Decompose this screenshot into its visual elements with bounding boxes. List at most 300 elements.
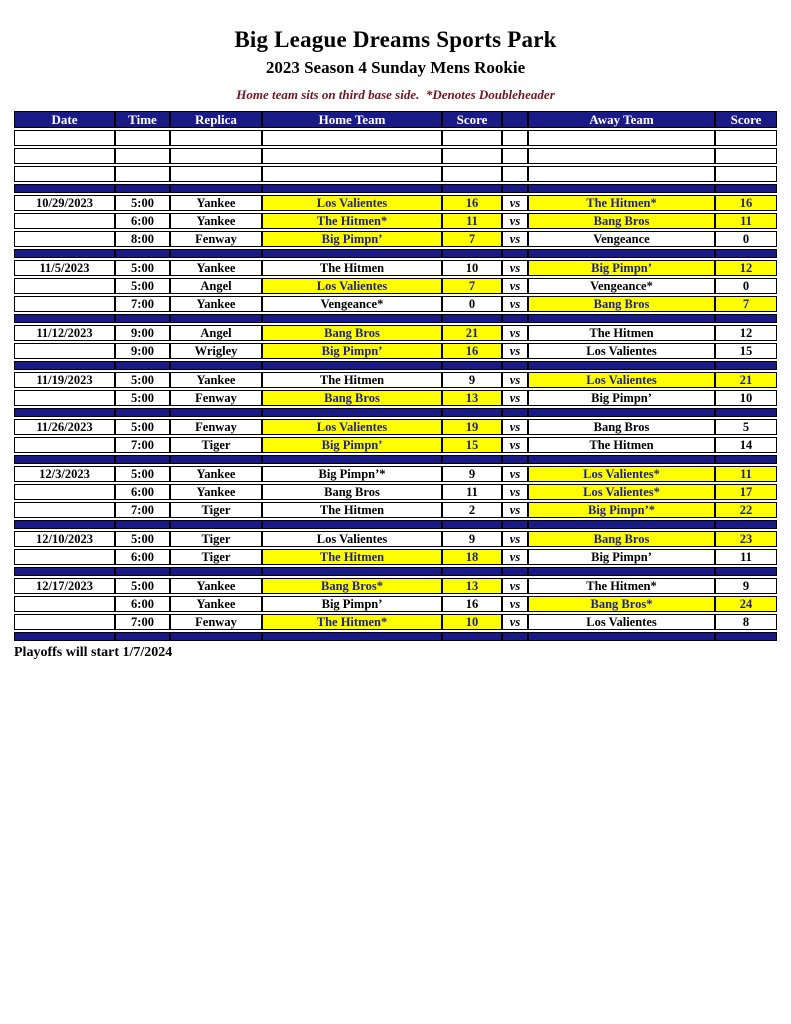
game-row: [14, 372, 777, 388]
time-cell: 7:00: [115, 296, 170, 312]
vs-label: vs: [502, 549, 528, 565]
date-cell: 12/10/2023: [14, 531, 115, 547]
vs-label: vs: [502, 596, 528, 612]
replica-cell: Fenway: [170, 231, 262, 247]
separator-cell: [715, 184, 777, 193]
game-row: [14, 296, 777, 312]
vs-label: vs: [502, 213, 528, 229]
separator-row: [14, 632, 777, 641]
home-team-note: Home team sits on third base side. *Denotes Doubleheader: [236, 87, 555, 102]
separator-cell: [115, 408, 170, 417]
away-score-cell: 0: [715, 278, 777, 294]
column-header-score: Score: [442, 111, 502, 128]
separator-cell: [262, 249, 442, 258]
separator-cell: [528, 249, 715, 258]
separator-cell: [502, 632, 528, 641]
vs-label: vs: [502, 195, 528, 211]
vs-label: vs: [502, 278, 528, 294]
separator-row: [14, 520, 777, 529]
date-cell: [14, 614, 115, 630]
separator-cell: [115, 455, 170, 464]
game-row: [14, 549, 777, 565]
away-score-cell: 24: [715, 596, 777, 612]
separator-cell: [262, 314, 442, 323]
away-score-cell: 7: [715, 296, 777, 312]
blank-cell: [502, 130, 528, 146]
home-score-cell: 7: [442, 278, 502, 294]
home-team-cell: Big Pimpn’: [262, 596, 442, 612]
home-score-cell: 9: [442, 466, 502, 482]
time-cell: 5:00: [115, 419, 170, 435]
game-row: [14, 502, 777, 518]
column-header-away-team: Away Team: [528, 111, 715, 128]
separator-cell: [528, 632, 715, 641]
separator-cell: [502, 408, 528, 417]
vs-label: vs: [502, 231, 528, 247]
blank-cell: [715, 148, 777, 164]
home-score-cell: 2: [442, 502, 502, 518]
replica-cell: Yankee: [170, 372, 262, 388]
empty-row: [14, 148, 777, 164]
separator-cell: [170, 249, 262, 258]
blank-cell: [528, 148, 715, 164]
away-team-cell: Bang Bros: [528, 213, 715, 229]
column-header-score: Score: [715, 111, 777, 128]
replica-cell: Tiger: [170, 549, 262, 565]
separator-cell: [442, 361, 502, 370]
separator-cell: [442, 632, 502, 641]
home-score-cell: 11: [442, 213, 502, 229]
vs-label: vs: [502, 390, 528, 406]
away-score-cell: 12: [715, 325, 777, 341]
away-score-cell: 23: [715, 531, 777, 547]
home-team-cell: The Hitmen*: [262, 614, 442, 630]
replica-cell: Yankee: [170, 260, 262, 276]
game-row: [14, 260, 777, 276]
playoffs-note: Playoffs will start 1/7/2024: [14, 645, 173, 660]
separator-cell: [262, 184, 442, 193]
separator-cell: [715, 249, 777, 258]
game-row: [14, 531, 777, 547]
separator-cell: [715, 520, 777, 529]
separator-cell: [170, 361, 262, 370]
page-title: Big League Dreams Sports Park: [234, 27, 557, 52]
separator-cell: [502, 249, 528, 258]
blank-cell: [170, 148, 262, 164]
separator-cell: [528, 567, 715, 576]
home-team-cell: Bang Bros: [262, 484, 442, 500]
column-header-time: Time: [115, 111, 170, 128]
game-row: [14, 390, 777, 406]
separator-cell: [115, 567, 170, 576]
date-cell: [14, 502, 115, 518]
separator-cell: [170, 455, 262, 464]
away-team-cell: Big Pimpn’: [528, 390, 715, 406]
replica-cell: Yankee: [170, 213, 262, 229]
away-team-cell: Bang Bros: [528, 531, 715, 547]
time-cell: 5:00: [115, 195, 170, 211]
home-score-cell: 18: [442, 549, 502, 565]
replica-cell: Yankee: [170, 466, 262, 482]
home-score-cell: 10: [442, 614, 502, 630]
replica-cell: Yankee: [170, 596, 262, 612]
away-score-cell: 15: [715, 343, 777, 359]
home-team-cell: Bang Bros*: [262, 578, 442, 594]
vs-label: vs: [502, 296, 528, 312]
game-row: [14, 419, 777, 435]
blank-cell: [442, 130, 502, 146]
separator-cell: [14, 361, 115, 370]
date-cell: [14, 596, 115, 612]
separator-cell: [14, 567, 115, 576]
separator-cell: [528, 361, 715, 370]
blank-cell: [115, 148, 170, 164]
separator-cell: [715, 408, 777, 417]
vs-label: vs: [502, 372, 528, 388]
separator-row: [14, 567, 777, 576]
time-cell: 6:00: [115, 549, 170, 565]
table-header-row: [14, 111, 777, 128]
separator-cell: [715, 314, 777, 323]
away-score-cell: 14: [715, 437, 777, 453]
home-team-cell: Bang Bros: [262, 325, 442, 341]
away-score-cell: 22: [715, 502, 777, 518]
game-row: [14, 614, 777, 630]
blank-cell: [14, 166, 115, 182]
home-team-cell: The Hitmen: [262, 549, 442, 565]
time-cell: 5:00: [115, 372, 170, 388]
blank-cell: [170, 130, 262, 146]
away-team-cell: Big Pimpn’*: [528, 502, 715, 518]
replica-cell: Yankee: [170, 578, 262, 594]
separator-cell: [715, 361, 777, 370]
separator-cell: [262, 520, 442, 529]
page-subtitle: 2023 Season 4 Sunday Mens Rookie: [265, 58, 526, 77]
time-cell: 5:00: [115, 278, 170, 294]
schedule-table: [14, 109, 777, 643]
date-cell: 11/5/2023: [14, 260, 115, 276]
home-team-cell: Vengeance*: [262, 296, 442, 312]
home-score-cell: 7: [442, 231, 502, 247]
separator-cell: [442, 184, 502, 193]
home-score-cell: 13: [442, 390, 502, 406]
away-score-cell: 9: [715, 578, 777, 594]
time-cell: 7:00: [115, 437, 170, 453]
column-header-vs: [502, 111, 528, 128]
away-team-cell: Los Valientes*: [528, 466, 715, 482]
home-score-cell: 9: [442, 531, 502, 547]
separator-cell: [262, 408, 442, 417]
separator-cell: [115, 249, 170, 258]
separator-cell: [115, 361, 170, 370]
separator-cell: [528, 455, 715, 464]
separator-row: [14, 314, 777, 323]
blank-cell: [442, 148, 502, 164]
vs-label: vs: [502, 260, 528, 276]
separator-cell: [442, 249, 502, 258]
separator-cell: [14, 184, 115, 193]
home-score-cell: 16: [442, 596, 502, 612]
vs-label: vs: [502, 466, 528, 482]
replica-cell: Fenway: [170, 614, 262, 630]
separator-cell: [502, 361, 528, 370]
date-cell: [14, 437, 115, 453]
time-cell: 5:00: [115, 390, 170, 406]
away-score-cell: 5: [715, 419, 777, 435]
separator-cell: [14, 314, 115, 323]
away-team-cell: The Hitmen: [528, 437, 715, 453]
game-row: [14, 484, 777, 500]
time-cell: 6:00: [115, 596, 170, 612]
date-cell: 11/19/2023: [14, 372, 115, 388]
home-score-cell: 21: [442, 325, 502, 341]
home-team-cell: Bang Bros: [262, 390, 442, 406]
away-score-cell: 10: [715, 390, 777, 406]
time-cell: 7:00: [115, 614, 170, 630]
home-team-cell: Los Valientes: [262, 531, 442, 547]
replica-cell: Angel: [170, 278, 262, 294]
empty-row: [14, 130, 777, 146]
vs-label: vs: [502, 343, 528, 359]
separator-cell: [262, 632, 442, 641]
date-cell: 12/17/2023: [14, 578, 115, 594]
column-header-home-team: Home Team: [262, 111, 442, 128]
time-cell: 6:00: [115, 213, 170, 229]
blank-cell: [14, 148, 115, 164]
date-cell: 12/3/2023: [14, 466, 115, 482]
away-team-cell: Big Pimpn’: [528, 549, 715, 565]
separator-row: [14, 408, 777, 417]
home-score-cell: 10: [442, 260, 502, 276]
away-score-cell: 8: [715, 614, 777, 630]
separator-cell: [442, 567, 502, 576]
game-row: [14, 343, 777, 359]
replica-cell: Tiger: [170, 437, 262, 453]
separator-cell: [115, 184, 170, 193]
time-cell: 9:00: [115, 325, 170, 341]
date-cell: [14, 390, 115, 406]
away-team-cell: Big Pimpn’: [528, 260, 715, 276]
vs-label: vs: [502, 325, 528, 341]
away-team-cell: Los Valientes: [528, 372, 715, 388]
separator-cell: [14, 632, 115, 641]
vs-label: vs: [502, 531, 528, 547]
date-cell: [14, 278, 115, 294]
blank-cell: [528, 130, 715, 146]
away-team-cell: The Hitmen*: [528, 578, 715, 594]
replica-cell: Yankee: [170, 296, 262, 312]
home-score-cell: 19: [442, 419, 502, 435]
separator-cell: [528, 520, 715, 529]
separator-cell: [528, 408, 715, 417]
game-row: [14, 213, 777, 229]
blank-cell: [502, 148, 528, 164]
column-header-date: Date: [14, 111, 115, 128]
separator-cell: [115, 314, 170, 323]
game-row: [14, 278, 777, 294]
home-team-cell: Big Pimpn’: [262, 437, 442, 453]
home-team-cell: Big Pimpn’: [262, 343, 442, 359]
home-score-cell: 11: [442, 484, 502, 500]
separator-row: [14, 184, 777, 193]
time-cell: 8:00: [115, 231, 170, 247]
away-score-cell: 17: [715, 484, 777, 500]
empty-row: [14, 166, 777, 182]
game-row: [14, 195, 777, 211]
blank-cell: [715, 166, 777, 182]
date-cell: [14, 231, 115, 247]
vs-label: vs: [502, 484, 528, 500]
separator-cell: [262, 567, 442, 576]
away-score-cell: 0: [715, 231, 777, 247]
blank-cell: [715, 130, 777, 146]
away-team-cell: Vengeance: [528, 231, 715, 247]
date-cell: 11/12/2023: [14, 325, 115, 341]
blank-cell: [170, 166, 262, 182]
home-team-cell: The Hitmen: [262, 372, 442, 388]
schedule-body: [14, 130, 777, 641]
home-team-cell: Big Pimpn’*: [262, 466, 442, 482]
away-team-cell: The Hitmen*: [528, 195, 715, 211]
separator-cell: [442, 520, 502, 529]
date-cell: [14, 484, 115, 500]
blank-cell: [115, 166, 170, 182]
date-cell: [14, 213, 115, 229]
separator-cell: [115, 632, 170, 641]
separator-cell: [442, 455, 502, 464]
away-score-cell: 11: [715, 549, 777, 565]
vs-label: vs: [502, 614, 528, 630]
game-row: [14, 325, 777, 341]
away-score-cell: 11: [715, 466, 777, 482]
game-row: [14, 466, 777, 482]
replica-cell: Tiger: [170, 531, 262, 547]
separator-cell: [262, 455, 442, 464]
separator-cell: [715, 455, 777, 464]
away-team-cell: Bang Bros: [528, 419, 715, 435]
date-cell: [14, 343, 115, 359]
separator-cell: [14, 249, 115, 258]
game-row: [14, 231, 777, 247]
separator-cell: [115, 520, 170, 529]
game-row: [14, 578, 777, 594]
separator-cell: [715, 567, 777, 576]
home-score-cell: 15: [442, 437, 502, 453]
replica-cell: Fenway: [170, 390, 262, 406]
away-team-cell: Bang Bros: [528, 296, 715, 312]
separator-cell: [170, 632, 262, 641]
time-cell: 5:00: [115, 531, 170, 547]
separator-cell: [170, 408, 262, 417]
away-team-cell: Vengeance*: [528, 278, 715, 294]
home-team-cell: Los Valientes: [262, 419, 442, 435]
home-score-cell: 13: [442, 578, 502, 594]
home-team-cell: The Hitmen: [262, 260, 442, 276]
separator-cell: [715, 632, 777, 641]
replica-cell: Yankee: [170, 195, 262, 211]
blank-cell: [262, 166, 442, 182]
separator-row: [14, 361, 777, 370]
home-score-cell: 16: [442, 343, 502, 359]
time-cell: 5:00: [115, 466, 170, 482]
blank-cell: [14, 130, 115, 146]
home-score-cell: 16: [442, 195, 502, 211]
separator-cell: [14, 520, 115, 529]
separator-cell: [170, 567, 262, 576]
separator-cell: [502, 455, 528, 464]
home-team-cell: Los Valientes: [262, 195, 442, 211]
vs-label: vs: [502, 502, 528, 518]
home-team-cell: The Hitmen: [262, 502, 442, 518]
away-team-cell: Los Valientes: [528, 343, 715, 359]
time-cell: 5:00: [115, 260, 170, 276]
separator-cell: [528, 314, 715, 323]
separator-cell: [262, 361, 442, 370]
replica-cell: Yankee: [170, 484, 262, 500]
home-team-cell: Los Valientes: [262, 278, 442, 294]
replica-cell: Tiger: [170, 502, 262, 518]
separator-cell: [170, 314, 262, 323]
home-score-cell: 9: [442, 372, 502, 388]
separator-cell: [502, 567, 528, 576]
time-cell: 7:00: [115, 502, 170, 518]
game-row: [14, 596, 777, 612]
game-row: [14, 437, 777, 453]
away-team-cell: Los Valientes*: [528, 484, 715, 500]
separator-cell: [14, 408, 115, 417]
home-score-cell: 0: [442, 296, 502, 312]
date-cell: 11/26/2023: [14, 419, 115, 435]
away-score-cell: 16: [715, 195, 777, 211]
away-team-cell: Bang Bros*: [528, 596, 715, 612]
blank-cell: [115, 130, 170, 146]
away-score-cell: 12: [715, 260, 777, 276]
vs-label: vs: [502, 437, 528, 453]
vs-label: vs: [502, 419, 528, 435]
away-score-cell: 21: [715, 372, 777, 388]
time-cell: 9:00: [115, 343, 170, 359]
separator-cell: [502, 184, 528, 193]
replica-cell: Angel: [170, 325, 262, 341]
blank-cell: [442, 166, 502, 182]
separator-row: [14, 455, 777, 464]
blank-cell: [502, 166, 528, 182]
away-team-cell: Los Valientes: [528, 614, 715, 630]
separator-cell: [170, 520, 262, 529]
separator-row: [14, 249, 777, 258]
separator-cell: [442, 408, 502, 417]
separator-cell: [170, 184, 262, 193]
blank-cell: [528, 166, 715, 182]
vs-label: vs: [502, 578, 528, 594]
separator-cell: [528, 184, 715, 193]
separator-cell: [14, 455, 115, 464]
blank-cell: [262, 130, 442, 146]
time-cell: 6:00: [115, 484, 170, 500]
home-team-cell: Big Pimpn’: [262, 231, 442, 247]
separator-cell: [502, 314, 528, 323]
time-cell: 5:00: [115, 578, 170, 594]
date-cell: [14, 549, 115, 565]
column-header-replica: Replica: [170, 111, 262, 128]
date-cell: 10/29/2023: [14, 195, 115, 211]
replica-cell: Wrigley: [170, 343, 262, 359]
blank-cell: [262, 148, 442, 164]
away-score-cell: 11: [715, 213, 777, 229]
away-team-cell: The Hitmen: [528, 325, 715, 341]
separator-cell: [502, 520, 528, 529]
separator-cell: [442, 314, 502, 323]
